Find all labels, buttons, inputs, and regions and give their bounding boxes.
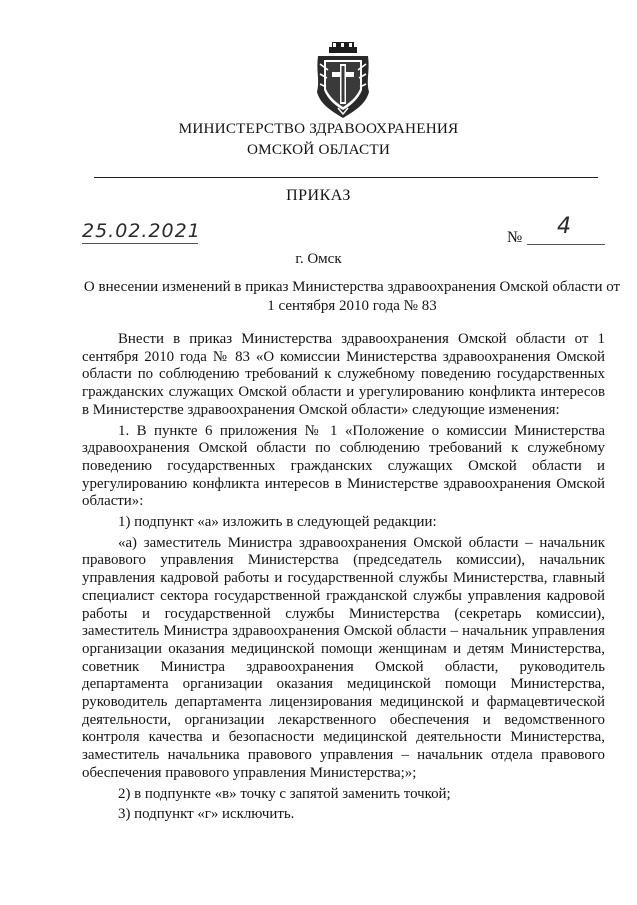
date-underline xyxy=(82,243,198,244)
body-paragraph-subitem-1: 1) подпункт «а» изложить в следующей редакции: xyxy=(118,514,437,531)
document-type-title: ПРИКАЗ xyxy=(286,187,351,204)
omsk-coat-of-arms-emblem xyxy=(314,42,372,120)
body-paragraph-new-wording: «а) заместитель Министра здравоохранения Омской области – начальник правового управления Министерства (председатель комиссии), начальник управления кадровой работы и государственной службы Министерства, главный специалист сектора государственной гражданской службы управления кадровой работы и государственной службы Министерства (секретарь комиссии), заместитель Министра здравоохранения Омской области – начальник управления организации оказания медицинской помощи женщинам и детям Министерства, советник Министра здравоохранения Омской области, руководитель департамента организации оказания медицинской помощи Министерства, руководитель департамента лицензирования медицинской и фармацевтической деятельности, организации лекарственного обеспечения и ведомственного контроля качества и безопасности медицинской деятельности Министерства, заместитель начальника правового управления – начальник отдела правового обеспечения правового управления Министерства;»; xyxy=(82,534,605,781)
body-paragraph-item-1: 1. В пункте 6 приложения № 1 «Положение о комиссии Министерства здравоохранения Омской области по соблюдению требований к служебному поведению государственных гражданских служащих Омской области и урегулированию конфликта интересов в Министерстве здравоохранения Омской области»: xyxy=(82,422,605,510)
number-label: № xyxy=(507,229,523,246)
handwritten-number: 4 xyxy=(557,214,571,239)
body-paragraph-intro: Внести в приказ Министерства здравоохранения Омской области от 1 сентября 2010 года № 83 «О комиссии Министерства здравоохранения Омской области по соблюдению требований к служебному поведению государственных гражданских служащих Омской области и урегулированию конфликта интересов в Министерстве здравоохранения Омской области» следующие изменения: xyxy=(82,331,605,418)
city-label: г. Омск xyxy=(295,251,342,267)
body-paragraph-subitem-3: 3) подпункт «г» исключить. xyxy=(118,806,295,823)
ministry-name-line1: МИНИСТЕРСТВО ЗДРАВООХРАНЕНИЯ xyxy=(178,120,459,137)
handwritten-date: 25.02.2021 xyxy=(82,220,201,242)
document-subject: О внесении изменений в приказ Министерства здравоохранения Омской области от 1 сентября 2010 года № 83 xyxy=(83,279,621,314)
body-paragraph-subitem-2: 2) в подпункте «в» точку с запятой заменить точкой; xyxy=(118,785,451,802)
number-underline xyxy=(527,244,605,245)
header-divider xyxy=(94,177,598,178)
ministry-name-line2: ОМСКОЙ ОБЛАСТИ xyxy=(246,141,391,158)
document-body xyxy=(82,331,605,827)
